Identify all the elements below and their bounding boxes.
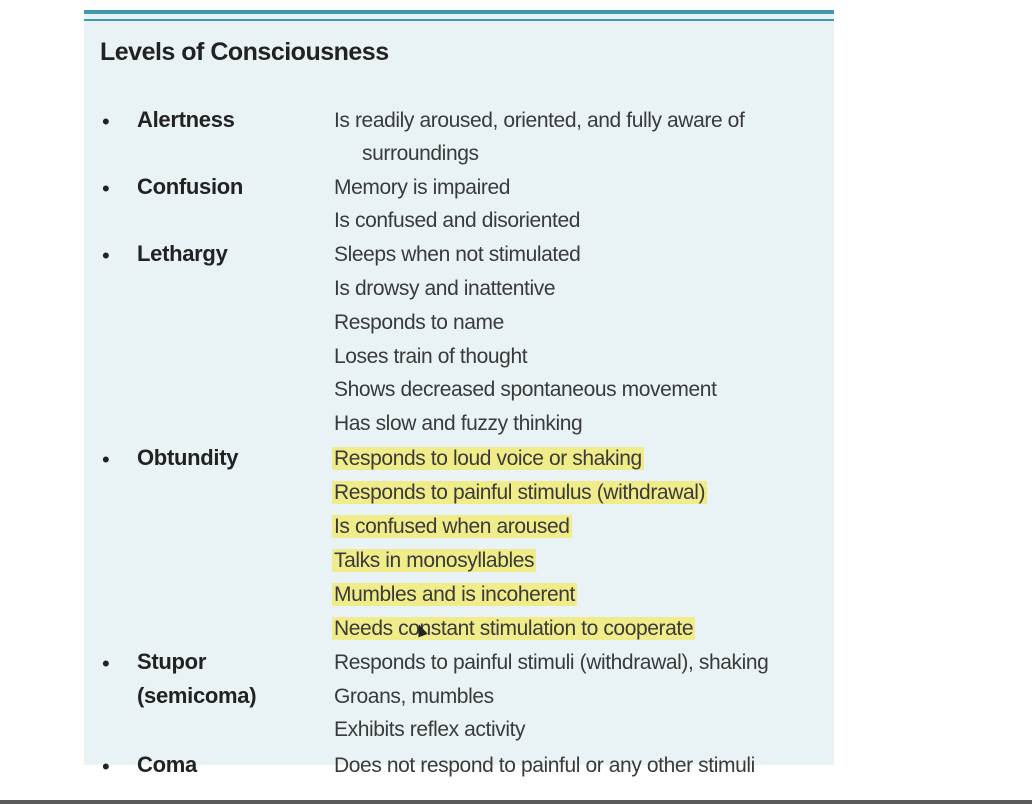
desc-confusion-2: Is confused and disoriented bbox=[334, 209, 581, 232]
desc-alertness-1: Is readily aroused, oriented, and fully aware of bbox=[334, 109, 745, 132]
desc-obtundity-6: Needs constant stimulation to cooperate bbox=[334, 617, 694, 640]
desc-stupor-1: Responds to painful stimuli (withdrawal), shaking bbox=[334, 651, 769, 674]
term-obtundity: Obtundity bbox=[137, 445, 239, 470]
bullet-icon: • bbox=[102, 109, 110, 134]
desc-coma-1: Does not respond to painful or any other stimuli bbox=[334, 754, 755, 777]
desc-lethargy-3: Responds to name bbox=[334, 311, 504, 334]
desc-obtundity-3: Is confused when aroused bbox=[334, 515, 570, 538]
desc-lethargy-2: Is drowsy and inattentive bbox=[334, 277, 556, 300]
term-stupor-semicoma: (semicoma) bbox=[137, 683, 257, 708]
bullet-icon: • bbox=[102, 243, 110, 268]
desc-lethargy-5: Shows decreased spontaneous movement bbox=[334, 378, 717, 401]
desc-obtundity-5: Mumbles and is incoherent bbox=[334, 583, 575, 606]
bullet-icon: • bbox=[102, 447, 110, 472]
desc-obtundity-4: Talks in monosyllables bbox=[334, 549, 535, 572]
term-alertness: Alertness bbox=[137, 107, 235, 132]
desc-alertness-2: surroundings bbox=[362, 142, 479, 165]
term-coma: Coma bbox=[137, 752, 197, 777]
top-rule-secondary bbox=[84, 19, 834, 21]
page-title: Levels of Consciousness bbox=[100, 38, 389, 66]
desc-lethargy-1: Sleeps when not stimulated bbox=[334, 243, 581, 266]
term-lethargy: Lethargy bbox=[137, 241, 228, 266]
bullet-icon: • bbox=[102, 176, 110, 201]
desc-obtundity-2: Responds to painful stimulus (withdrawal) bbox=[334, 481, 706, 504]
term-confusion: Confusion bbox=[137, 174, 244, 199]
desc-lethargy-6: Has slow and fuzzy thinking bbox=[334, 412, 583, 435]
bullet-icon: • bbox=[102, 651, 110, 676]
desc-confusion-1: Memory is impaired bbox=[334, 176, 511, 199]
desc-stupor-3: Exhibits reflex activity bbox=[334, 718, 526, 741]
bullet-icon: • bbox=[102, 754, 110, 779]
desc-obtundity-1: Responds to loud voice or shaking bbox=[334, 447, 642, 470]
term-stupor: Stupor bbox=[137, 649, 207, 674]
desc-lethargy-4: Loses train of thought bbox=[334, 345, 528, 368]
bottom-border bbox=[0, 800, 1032, 804]
top-rule bbox=[84, 10, 834, 14]
desc-stupor-2: Groans, mumbles bbox=[334, 685, 494, 708]
